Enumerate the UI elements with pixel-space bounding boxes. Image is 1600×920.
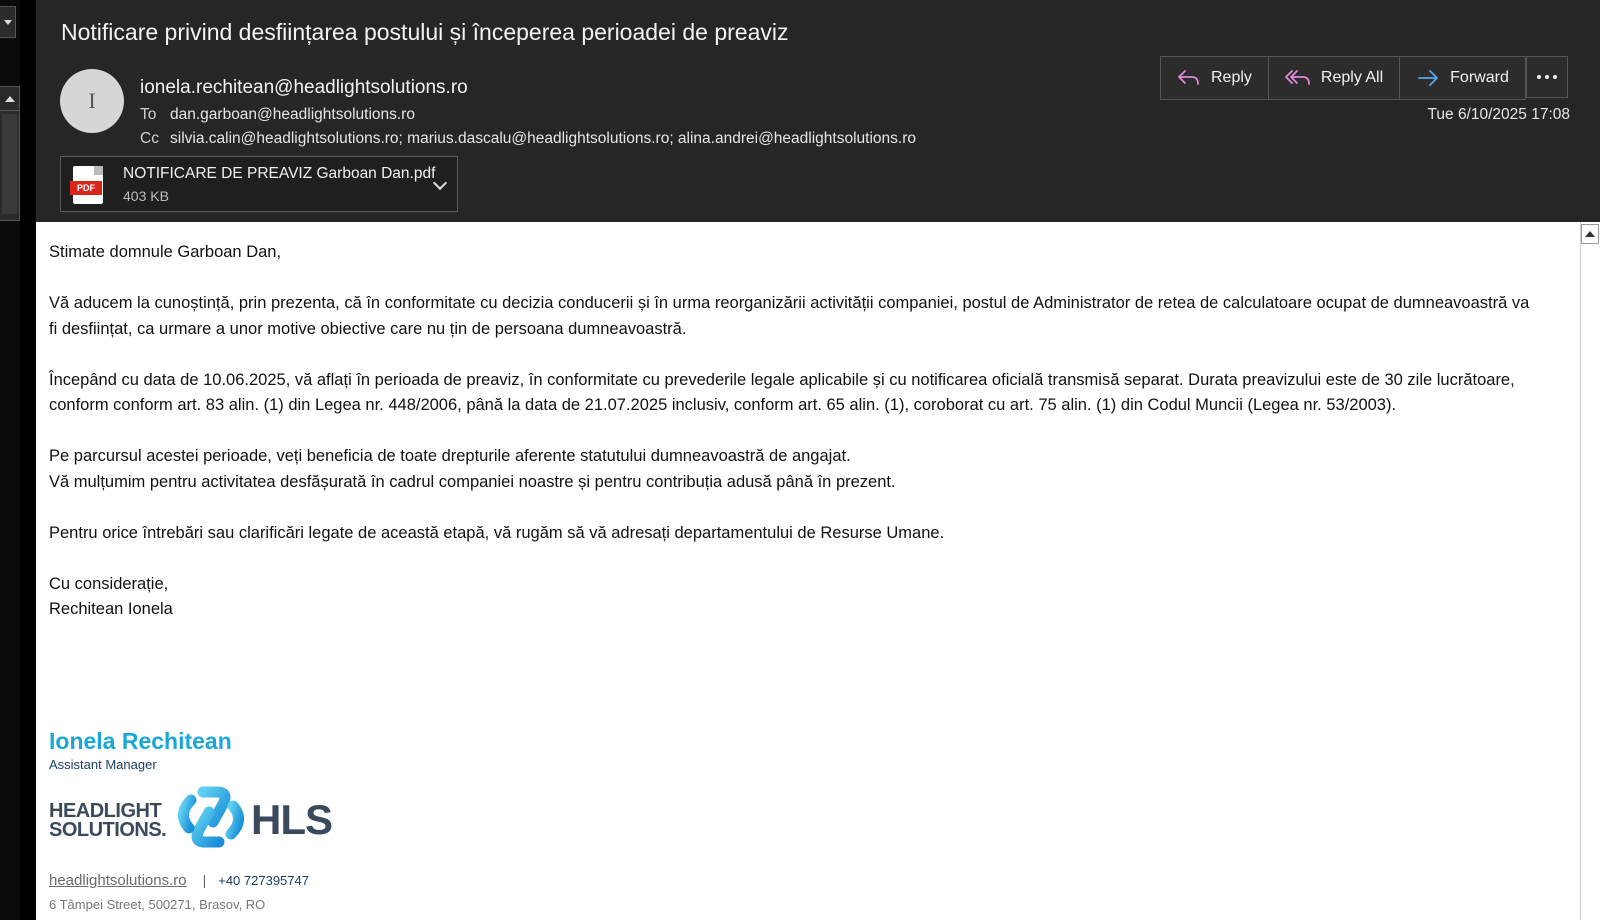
website-link[interactable]: headlightsolutions.ro [49,872,187,889]
to-label: To [140,106,157,123]
left-scrollbar[interactable] [0,86,20,221]
paragraph-2: Începând cu data de 10.06.2025, vă aflați în perioada de preaviz, în conformitate cu prevederile legale aplicabile și cu notificarea oficială transmisă separat. Durata preavizului este de 30 zile lucrătoare, conform conform art. 83 alin. (1) din Legea nr. 448/2006, până la data de 21.07.2025 inclusiv, conform art. 65 alin. (1), coroborat cu art. 75 alin. (1) din Codul Muncii (Legea nr. 53/2003). [49,370,1515,414]
avatar[interactable]: I [60,69,124,133]
reply-all-button[interactable]: Reply All [1269,57,1400,99]
message-text [49,240,1539,648]
chevron-down-icon [4,20,12,25]
forward-button[interactable]: Forward [1400,57,1525,99]
signature-address: 6 Tâmpei Street, 500271, Brasov, RO [49,897,266,912]
attachment-name: NOTIFICARE DE PREAVIZ Garboan Dan.pdf [123,165,436,182]
closing: Cu considerație, Rechitean Ionela [49,574,173,618]
signature-contact: headlightsolutions.ro | +40 727395747 [49,872,309,889]
left-dropdown-button[interactable] [0,6,16,38]
cc-line [140,130,916,148]
left-scrollbar-thumb[interactable] [2,114,17,214]
more-actions-button[interactable] [1526,56,1568,98]
reply-all-icon [1285,68,1311,88]
pdf-file-icon: PDF [73,166,103,204]
signature-name: Ionela Rechitean [49,728,232,754]
phone-number[interactable]: +40 727395747 [218,873,309,888]
reply-button[interactable]: Reply [1161,57,1269,99]
chain-link-logo-icon [173,782,249,852]
sender-address[interactable]: ionela.rechitean@headlightsolutions.ro [140,77,468,98]
attachment-size: 403 KB [123,188,169,204]
message-actions [1160,56,1526,100]
email-subject: Notificare privind desființarea postului și începerea perioadei de preaviz [61,19,789,45]
paragraph-3: Pe parcursul acestei perioade, veți beneficia de toate drepturile aferente statutului dumneavoastră de angajat. Vă mulțumim pentru activitatea desfășurată în cadrul companiei noastre și pentru contribuția adusă până în prezent. [49,447,896,491]
sent-date: Tue 6/10/2025 17:08 [1427,106,1570,123]
attachment-card[interactable] [60,156,458,212]
reply-icon [1177,68,1201,88]
scroll-up-icon[interactable] [0,87,19,111]
to-line [140,106,415,124]
email-signature [49,728,349,912]
paragraph-4: Pentru orice întrebări sau clarificări legate de această etapă, vă rugăm să vă adresați departamentului de Resurse Umane. [49,523,945,542]
forward-icon [1416,68,1440,88]
paragraph-1: Vă aducem la cunoștință, prin prezenta, că în conformitate cu decizia conducerii și în urma reorganizării activității companiei, postul de Administrator de retea de calculatoare ocupat de dumneavoastră va fi desființat, ca urmare a unor motive obiective care nu țin de persoana dumneavoastră. [49,294,1530,338]
body-scrollbar[interactable] [1580,222,1600,920]
to-recipient[interactable]: dan.garboan@headlightsolutions.ro [170,106,415,123]
company-logo: HEADLIGHT SOLUTIONS. HLS [49,782,349,862]
cc-label: Cc [140,130,159,147]
reading-pane-header [36,0,1600,222]
signature-title: Assistant Manager [49,757,157,772]
message-body [36,222,1580,920]
greeting: Stimate domnule Garboan Dan, [49,243,282,261]
cc-recipients[interactable]: silvia.calin@headlightsolutions.ro; marius.dascalu@headlightsolutions.ro; alina.andrei@headlightsolutions.ro [170,130,916,147]
scroll-up-icon[interactable] [1581,224,1599,244]
